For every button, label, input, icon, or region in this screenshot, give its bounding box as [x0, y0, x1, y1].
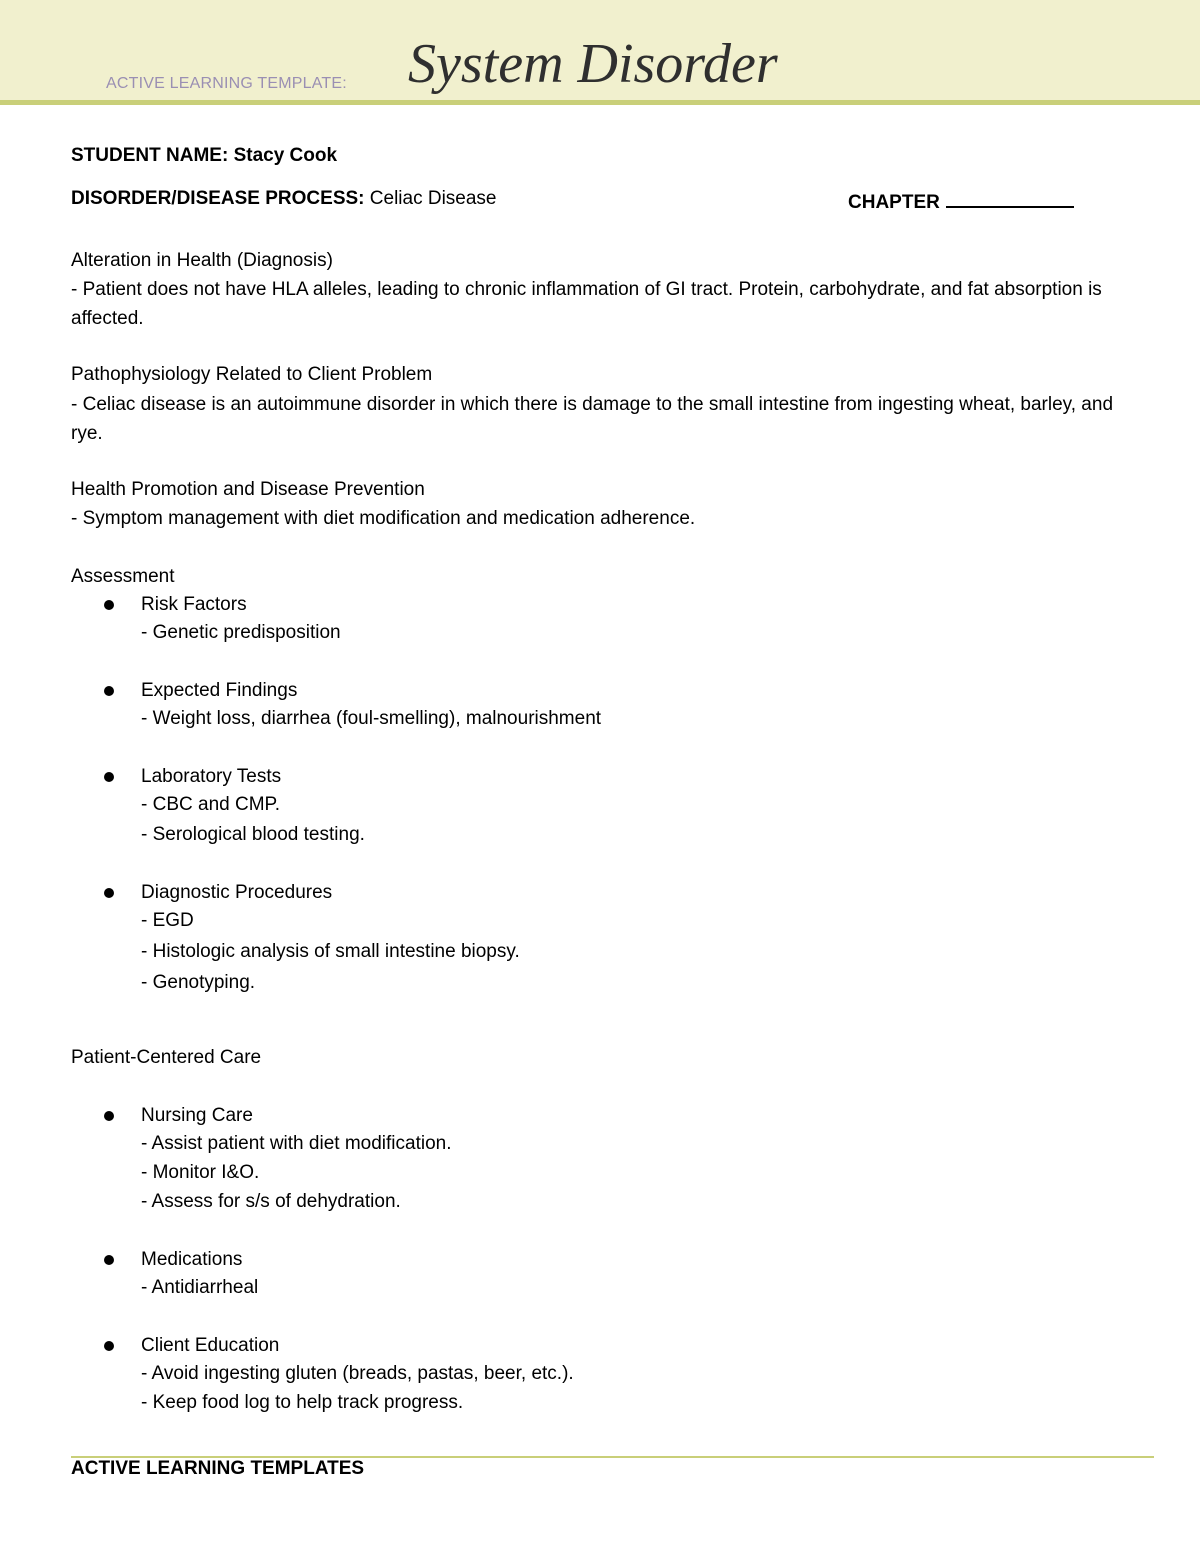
list-item-label: Client Education — [141, 1335, 280, 1356]
disorder-label: DISORDER/DISEASE PROCESS: — [71, 188, 365, 209]
list-item-line: - CBC and CMP. — [141, 794, 281, 815]
alteration-text: - Patient does not have HLA alleles, leading to chronic inflammation of GI tract. Protein, carbohydrate, and fat absorption is affected. — [71, 279, 1102, 329]
pathophysiology-heading: Pathophysiology Related to Client Problem — [71, 364, 433, 385]
bullet-icon — [104, 1341, 114, 1351]
template-label: ACTIVE LEARNING TEMPLATE: — [106, 75, 347, 92]
list-item-line: - Serological blood testing. — [141, 824, 365, 845]
footer-text: ACTIVE LEARNING TEMPLATES — [71, 1458, 365, 1479]
bullet-icon — [104, 772, 114, 782]
student-name-label: STUDENT NAME: — [71, 145, 229, 166]
list-item-line: - Avoid ingesting gluten (breads, pastas, beer, etc.). — [141, 1363, 574, 1384]
list-item-line: - EGD — [141, 910, 194, 931]
header-rule — [0, 100, 1200, 105]
list-item-line: - Genetic predisposition — [141, 622, 341, 643]
assessment-heading: Assessment — [71, 566, 175, 587]
bullet-icon — [104, 1255, 114, 1265]
chapter-blank — [946, 188, 1074, 208]
alteration-heading: Alteration in Health (Diagnosis) — [71, 250, 333, 271]
bullet-icon — [104, 686, 114, 696]
pathophysiology-text: - Celiac disease is an autoimmune disorder in which there is damage to the small intestine from ingesting wheat, barley, and rye. — [71, 394, 1114, 444]
list-item-line: - Assess for s/s of dehydration. — [141, 1191, 401, 1212]
list-item-label: Nursing Care — [141, 1105, 253, 1126]
list-item-label: Medications — [141, 1249, 243, 1270]
student-name-value: Stacy Cook — [233, 145, 338, 166]
bullet-icon — [104, 600, 114, 610]
list-item-label: Expected Findings — [141, 680, 298, 701]
list-item-label: Laboratory Tests — [141, 766, 282, 787]
patient-care-heading: Patient-Centered Care — [71, 1047, 262, 1068]
health-promotion-text: - Symptom management with diet modification and medication adherence. — [71, 508, 696, 529]
chapter-field — [848, 188, 1074, 214]
chapter-label: CHAPTER — [848, 192, 940, 213]
list-item-line: - Monitor I&O. — [141, 1162, 260, 1183]
list-item-line: - Weight loss, diarrhea (foul-smelling), malnourishment — [141, 708, 602, 729]
bullet-icon — [104, 1111, 114, 1121]
list-item-line: - Histologic analysis of small intestine biopsy. — [141, 941, 520, 962]
list-item-label: Diagnostic Procedures — [141, 882, 333, 903]
list-item-line: - Antidiarrheal — [141, 1277, 259, 1298]
list-item-line: - Keep food log to help track progress. — [141, 1392, 464, 1413]
disorder-line — [71, 188, 497, 211]
page-title: System Disorder — [408, 33, 778, 95]
disorder-value: Celiac Disease — [369, 188, 497, 209]
list-item-line: - Assist patient with diet modification. — [141, 1133, 452, 1154]
list-item-line: - Genotyping. — [141, 972, 256, 993]
bullet-icon — [104, 888, 114, 898]
list-item-label: Risk Factors — [141, 594, 247, 615]
student-name-line — [71, 145, 337, 168]
health-promotion-heading: Health Promotion and Disease Prevention — [71, 479, 425, 500]
